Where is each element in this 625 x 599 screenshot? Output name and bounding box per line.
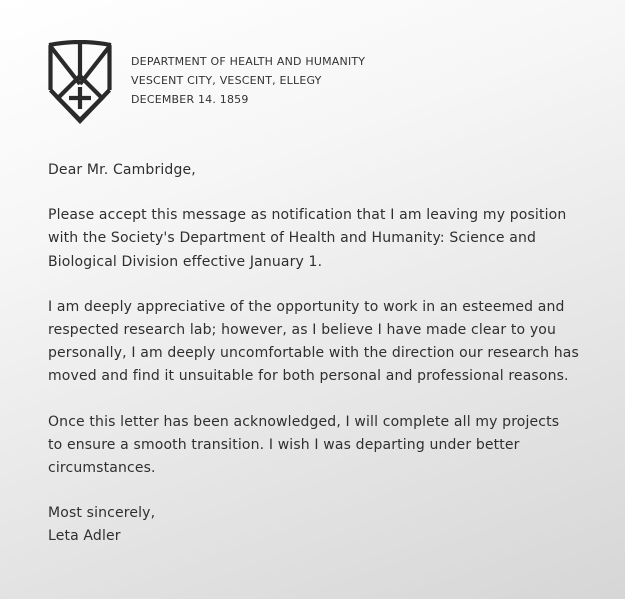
department-name: DEPARTMENT OF HEALTH AND HUMANITY	[131, 55, 366, 68]
letterhead-text	[131, 52, 365, 109]
department-address: VESCENT CITY, VESCENT, ELLEGY	[131, 74, 322, 87]
letterhead	[47, 40, 607, 124]
paragraph-reasons	[48, 296, 608, 389]
paragraph-line: I am deeply appreciative of the opportunity to work in an esteemed and	[48, 298, 565, 315]
paragraph-line: Biological Division effective January 1.	[48, 253, 323, 270]
paragraph-line: Please accept this message as notification that I am leaving my position	[48, 207, 567, 224]
paragraph-resignation-notice	[48, 204, 608, 274]
paragraph-line: with the Society's Department of Health and Humanity: Science and	[48, 230, 537, 247]
paragraph-line: respected research lab; however, as I believe I have made clear to you	[48, 322, 556, 339]
salutation: Dear Mr. Cambridge,	[48, 162, 196, 178]
closing-block	[48, 502, 608, 548]
closing: Most sincerely,	[48, 505, 156, 522]
paragraph-line: to ensure a smooth transition. I wish I was departing under better	[48, 436, 520, 453]
letter-body	[48, 159, 608, 549]
signature: Leta Adler	[48, 528, 121, 545]
letter-date: DECEMBER 14. 1859	[131, 93, 249, 106]
shield-crest-icon	[47, 40, 113, 124]
paragraph-line: moved and find it unsuitable for both personal and professional reasons.	[48, 368, 569, 385]
paragraph-line: personally, I am deeply uncomfortable with the direction our research has	[48, 345, 579, 362]
paragraph-line: Once this letter has been acknowledged, I will complete all my projects	[48, 413, 560, 430]
paragraph-transition	[48, 411, 608, 481]
paragraph-line: circumstances.	[48, 460, 156, 477]
